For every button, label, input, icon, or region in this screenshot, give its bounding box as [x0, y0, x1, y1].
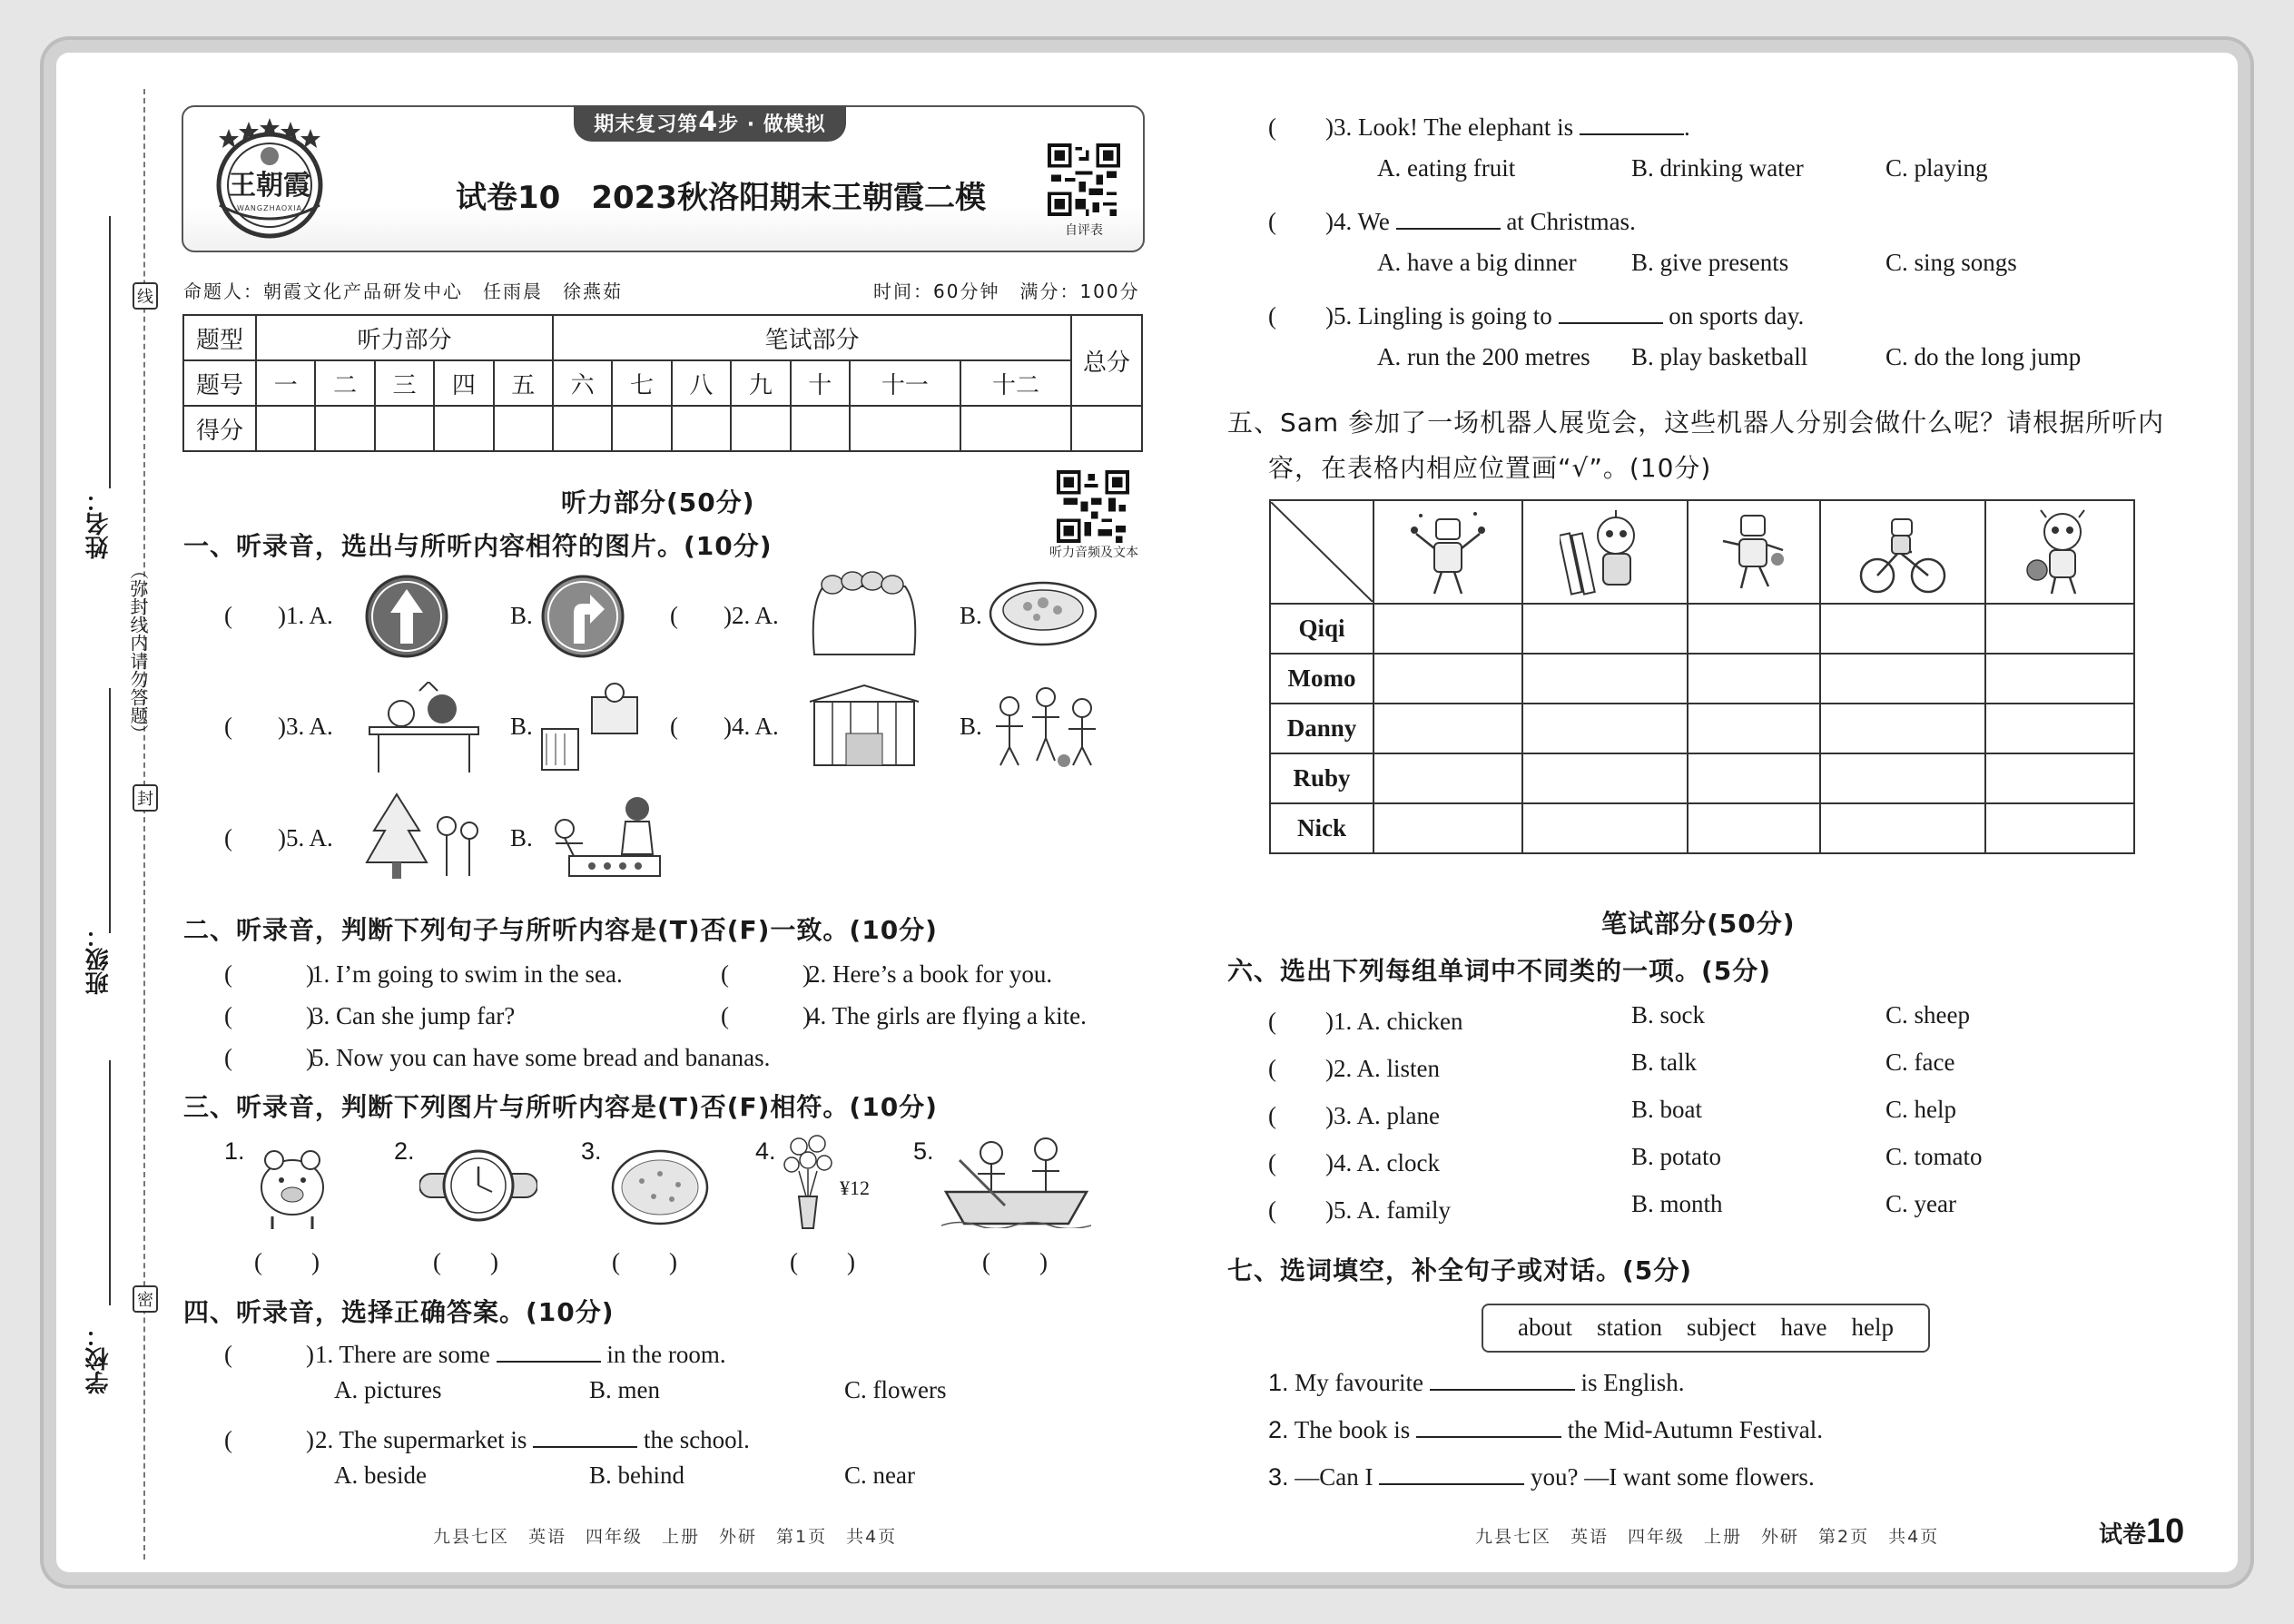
s3-num-4: 4.	[755, 1137, 776, 1165]
header-banner	[574, 105, 846, 142]
s4-q4-stem-a: 4. We	[1334, 208, 1390, 235]
name-label: 姓名：	[85, 488, 113, 559]
robot-row-name: Danny	[1270, 704, 1373, 753]
s1-q5	[224, 824, 333, 852]
s2-q2	[721, 954, 1052, 989]
score-number: 三	[375, 360, 434, 406]
s2-q5	[224, 1038, 770, 1073]
tick-cell[interactable]	[1688, 604, 1821, 654]
s3-answer-5[interactable]: ( )	[982, 1248, 1048, 1275]
score-type-label: 题型	[183, 315, 256, 360]
answer-paren-close: )	[278, 824, 286, 851]
authors: 命题人：朝霞文化产品研发中心 任雨晨 徐燕茹	[183, 281, 623, 302]
s1-q1	[224, 602, 333, 630]
s7-q2-stem-b: the Mid-Autumn Festival.	[1567, 1416, 1824, 1443]
score-got-label: 得分	[183, 406, 256, 451]
banner-suffix: 步 · 做模拟	[718, 113, 826, 136]
exam-title: 试卷10 2023秋洛阳期末王朝霞二模	[456, 180, 986, 216]
s1-q5-a-christmas-tree-kids[interactable]	[365, 790, 483, 894]
robot-row-name: Nick	[1270, 803, 1373, 853]
tick-cell[interactable]	[1373, 753, 1522, 803]
robot-jumping-icon	[1718, 507, 1790, 597]
s4-q5-opt-b[interactable]: B. play basketball	[1631, 343, 1808, 370]
qr-code-audio[interactable]	[1044, 470, 1144, 561]
answer-paren[interactable]: ( )	[224, 1044, 314, 1071]
s3-answer-1[interactable]: ( )	[254, 1248, 320, 1275]
score-cell[interactable]	[850, 406, 960, 451]
s4-q1-blank[interactable]	[497, 1341, 601, 1363]
answer-paren[interactable]: ( )	[1268, 1149, 1334, 1176]
tick-cell[interactable]	[1985, 704, 2134, 753]
s3-answer-3[interactable]: ( )	[612, 1248, 677, 1275]
score-cell[interactable]	[672, 406, 731, 451]
s4-q4-opt-b[interactable]: B. give presents	[1631, 249, 1789, 276]
s6-q2-opt-a[interactable]: 2. A. listen	[1334, 1055, 1441, 1082]
robot-col-3	[1688, 500, 1821, 604]
answer-paren-close: )	[278, 713, 286, 740]
s7-q1-stem-b: is English.	[1580, 1369, 1685, 1396]
logo-ring-text: WANGZHAOXIA	[236, 204, 303, 212]
score-cell[interactable]	[1071, 406, 1142, 451]
s7-q2	[1268, 1416, 1823, 1444]
score-table	[182, 314, 1143, 452]
answer-paren-close: )	[724, 713, 732, 740]
s6-q4-opt-a[interactable]: 4. A. clock	[1334, 1149, 1440, 1176]
s1-q2-b-label: B.	[960, 602, 982, 629]
s6-q2-opt-b[interactable]: B. talk	[1631, 1048, 1697, 1076]
s6-q5-opt-b[interactable]: B. month	[1631, 1190, 1723, 1217]
s4-q5-stem-b: on sports day.	[1669, 302, 1805, 330]
s2-q2-text: 2. Here’s a book for you.	[808, 960, 1053, 988]
s3-pic-pizza[interactable]	[610, 1147, 710, 1233]
answer-paren[interactable]: ( )	[1268, 302, 1334, 330]
s1-q1-b-turn-right-sign[interactable]	[539, 573, 626, 664]
publisher-logo	[202, 114, 338, 241]
robot-col-5	[1985, 500, 2134, 604]
score-number: 十二	[960, 360, 1071, 406]
s4-q2	[224, 1420, 750, 1455]
section-6-title: 六、选出下列每组单词中不同类的一项。(5分)	[1227, 956, 1772, 986]
class-line[interactable]	[109, 688, 111, 933]
writing-heading: 笔试部分(50分)	[1601, 909, 1796, 939]
s2-q3	[224, 996, 515, 1031]
tick-cell[interactable]	[1522, 604, 1688, 654]
score-number: 十	[791, 360, 850, 406]
answer-paren[interactable]: ( )	[224, 1002, 314, 1029]
score-listening-label: 听力部分	[256, 315, 553, 360]
seal-line	[143, 89, 145, 1560]
s4-q5-blank[interactable]	[1559, 302, 1663, 324]
s6-q4-opt-b[interactable]: B. potato	[1631, 1143, 1721, 1170]
s4-q1-opt-a[interactable]: A. pictures	[334, 1376, 442, 1403]
s1-q4-b-label: B.	[960, 713, 982, 740]
s1-q3-b-label: B.	[510, 713, 533, 740]
s4-q1-opt-c[interactable]: C. flowers	[844, 1376, 947, 1403]
answer-paren[interactable]: ( )	[1268, 1008, 1334, 1035]
header-box	[182, 105, 1145, 252]
section-4-title: 四、听录音，选择正确答案。(10分)	[183, 1297, 615, 1327]
s4-q3	[1268, 107, 1690, 143]
s4-q4-opt-a[interactable]: A. have a big dinner	[1377, 249, 1577, 276]
s4-q4-opt-c[interactable]: C. sing songs	[1885, 249, 2017, 276]
answer-paren[interactable]: ( )	[1268, 1055, 1334, 1082]
robot-dancing-icon	[1407, 507, 1489, 597]
s6-q3	[1268, 1096, 1440, 1131]
s1-q2	[670, 602, 779, 630]
banner-prefix: 期末复习第	[594, 113, 699, 136]
s6-q1-opt-a[interactable]: 1. A. chicken	[1334, 1008, 1463, 1035]
s6-q3-opt-a[interactable]: 3. A. plane	[1334, 1102, 1440, 1129]
score-cell[interactable]	[731, 406, 790, 451]
tick-cell[interactable]	[1688, 803, 1821, 853]
answer-paren[interactable]: ( )	[224, 1426, 314, 1453]
answer-paren[interactable]: (	[224, 713, 232, 740]
s7-q3-stem-a: —Can I	[1295, 1463, 1373, 1491]
robot-cycling-icon	[1857, 507, 1948, 597]
score-number: 七	[612, 360, 671, 406]
tick-cell[interactable]	[1522, 654, 1688, 704]
tick-cell[interactable]	[1373, 704, 1522, 753]
s1-q1-a-arrow-up-sign[interactable]	[363, 573, 450, 664]
s7-q1-blank[interactable]	[1430, 1369, 1575, 1391]
s6-q2-opt-c[interactable]: C. face	[1885, 1048, 1955, 1076]
tick-cell[interactable]	[1820, 704, 1985, 753]
listening-heading: 听力部分(50分)	[561, 487, 755, 517]
s1-q5-b-label: B.	[510, 824, 533, 851]
paper-number	[2099, 1512, 2184, 1551]
section-1-title: 一、听录音，选出与所听内容相符的图片。(10分)	[183, 531, 773, 561]
answer-paren[interactable]: ( )	[224, 960, 314, 988]
paper-label: 试卷	[2099, 1521, 2147, 1549]
s3-num-1: 1.	[224, 1137, 245, 1165]
s3-answer-4[interactable]: ( )	[790, 1248, 855, 1275]
s4-q4-blank[interactable]	[1396, 208, 1501, 230]
s3-pic-watch[interactable]	[419, 1147, 537, 1233]
answer-paren[interactable]: ( )	[721, 1002, 811, 1029]
tick-cell[interactable]	[1522, 704, 1688, 753]
tick-cell[interactable]	[1985, 604, 2134, 654]
answer-paren[interactable]: (	[670, 713, 678, 740]
s7-q3-stem-b: you? —I want some flowers.	[1531, 1463, 1815, 1491]
s7-q1	[1268, 1369, 1685, 1397]
score-cell[interactable]	[960, 406, 1071, 451]
paper-num: 10	[2146, 1512, 2185, 1550]
s3-num-3: 3.	[581, 1137, 602, 1165]
robot-table	[1269, 499, 2135, 854]
option-a-label: 1. A.	[286, 602, 333, 629]
banner-step: 4	[698, 106, 719, 138]
s4-q5-opt-a[interactable]: A. run the 200 metres	[1377, 343, 1590, 370]
name-line[interactable]	[109, 216, 111, 488]
s2-q3-text: 3. Can she jump far?	[311, 1002, 516, 1029]
s6-q4-opt-c[interactable]: C. tomato	[1885, 1143, 1983, 1170]
s4-q3-opt-b[interactable]: B. drinking water	[1631, 154, 1804, 182]
exam-sheet	[56, 53, 2238, 1572]
s1-q5-b-mother-child-baking[interactable]	[542, 792, 665, 892]
s3-pic-pig-toy[interactable]	[247, 1133, 338, 1237]
answer-paren[interactable]: (	[224, 824, 232, 851]
s4-q2-stem-b: the school.	[643, 1426, 750, 1453]
s1-q1-b-label: B.	[510, 602, 533, 629]
tick-cell[interactable]	[1688, 753, 1821, 803]
s4-q3-blank[interactable]	[1580, 113, 1684, 135]
s7-q3	[1268, 1463, 1815, 1491]
s1-q2-b-bowl-of-food[interactable]	[987, 577, 1100, 655]
s7-q2-blank[interactable]	[1416, 1416, 1561, 1438]
s4-q2-opt-c[interactable]: C. near	[844, 1462, 915, 1489]
score-cell[interactable]	[553, 406, 612, 451]
s7-q2-stem-a: The book is	[1294, 1416, 1411, 1443]
score-cell[interactable]	[256, 406, 315, 451]
answer-paren-close: )	[278, 602, 286, 629]
score-cell[interactable]	[612, 406, 671, 451]
s1-q4-b-kids-playing[interactable]	[987, 679, 1109, 779]
s6-q4	[1268, 1143, 1440, 1178]
s6-q5-opt-a[interactable]: 5. A. family	[1334, 1196, 1451, 1224]
s6-q3-opt-c[interactable]: C. help	[1885, 1096, 1956, 1123]
answer-paren[interactable]: ( )	[224, 1341, 314, 1368]
s4-q1-opt-b[interactable]: B. men	[589, 1376, 660, 1403]
s1-q4	[670, 713, 779, 741]
score-number: 六	[553, 360, 612, 406]
s4-q3-stem-a: 3. Look! The elephant is	[1334, 113, 1574, 141]
tick-cell[interactable]	[1688, 704, 1821, 753]
section-3-title: 三、听录音，判断下列图片与所听内容是(T)否(F)相符。(10分)	[183, 1092, 938, 1122]
tick-cell[interactable]	[1820, 803, 1985, 853]
s4-q3-opt-a[interactable]: A. eating fruit	[1377, 154, 1516, 182]
seal-mark-mi: 密	[133, 1285, 158, 1313]
answer-paren[interactable]: ( )	[1268, 1196, 1334, 1224]
s7-q2-num: 2.	[1268, 1416, 1289, 1443]
answer-paren[interactable]: (	[670, 602, 678, 629]
tick-cell[interactable]	[1985, 654, 2134, 704]
seal-mark-line: 线	[133, 282, 158, 310]
s3-num-5: 5.	[913, 1137, 934, 1165]
s7-q1-stem-a: My favourite	[1295, 1369, 1423, 1396]
answer-paren[interactable]: ( )	[721, 960, 811, 988]
s3-pic-flowers-vase[interactable]	[781, 1133, 835, 1237]
s1-q4-a-building-gate[interactable]	[805, 684, 923, 779]
score-cell[interactable]	[375, 406, 434, 451]
s4-q1-stem-b: in the room.	[606, 1341, 726, 1368]
table-corner	[1270, 500, 1373, 604]
logo-text: 王朝霞	[229, 170, 310, 202]
s3-pic-kids-in-boat[interactable]	[941, 1133, 1091, 1233]
footer-right: 九县七区 英语 四年级 上册 外研 第2页 共4页	[1475, 1527, 1940, 1547]
score-number: 一	[256, 360, 315, 406]
s4-q2-blank[interactable]	[533, 1426, 637, 1448]
s4-q1	[224, 1334, 726, 1370]
s4-q5-stem-a: 5. Lingling is going to	[1334, 302, 1552, 330]
section-5-title-line1: 五、Sam 参加了一场机器人展览会，这些机器人分别会做什么呢？请根据所听内	[1227, 408, 2165, 438]
seal-mark-feng: 封	[133, 784, 158, 812]
s4-q5-opt-c[interactable]: C. do the long jump	[1885, 343, 2082, 370]
tick-cell[interactable]	[1820, 654, 1985, 704]
tick-cell[interactable]	[1820, 753, 1985, 803]
s4-q2-opt-a[interactable]: A. beside	[334, 1462, 427, 1489]
robot-row-name: Momo	[1270, 654, 1373, 704]
score-number: 四	[434, 360, 493, 406]
tick-cell[interactable]	[1688, 654, 1821, 704]
option-a-label: 3. A.	[286, 713, 333, 740]
s4-q4	[1268, 202, 1636, 237]
s6-q1	[1268, 1001, 1462, 1037]
option-a-label: 4. A.	[732, 713, 779, 740]
score-cell[interactable]	[315, 406, 374, 451]
s1-q3-b-room-scene[interactable]	[537, 679, 646, 779]
s3-num-2: 2.	[394, 1137, 415, 1165]
s3-answer-2[interactable]: ( )	[433, 1248, 498, 1275]
tick-cell[interactable]	[1522, 803, 1688, 853]
option-a-label: 2. A.	[732, 602, 779, 629]
section-7-title: 七、选词填空，补全句子或对话。(5分)	[1227, 1255, 1693, 1285]
section-5-title-line2: 容，在表格内相应位置画“√”。(10分)	[1268, 453, 1712, 483]
s6-q5-opt-c[interactable]: C. year	[1885, 1190, 1956, 1217]
s6-q1-opt-b[interactable]: B. sock	[1631, 1001, 1705, 1029]
s6-q1-opt-c[interactable]: C. sheep	[1885, 1001, 1970, 1029]
robot-col-1	[1373, 500, 1522, 604]
word-bank: about station subject have help	[1482, 1304, 1930, 1353]
qr-code-self-eval[interactable]	[1048, 143, 1120, 239]
school-label: 学校：	[85, 1324, 113, 1394]
score-number: 八	[672, 360, 731, 406]
answer-paren[interactable]: ( )	[1268, 208, 1334, 235]
score-number: 二	[315, 360, 374, 406]
s2-q5-text: 5. Now you can have some bread and bananas.	[311, 1044, 771, 1071]
s1-q3	[224, 713, 333, 741]
robot-col-2	[1522, 500, 1688, 604]
score-number: 九	[731, 360, 790, 406]
tick-cell[interactable]	[1820, 604, 1985, 654]
robot-col-4	[1820, 500, 1985, 604]
score-number: 十一	[850, 360, 960, 406]
qr-caption-self-eval: 自评表	[1065, 223, 1103, 238]
s4-q1-stem-a: 1. There are some	[315, 1341, 490, 1368]
s2-q4	[721, 996, 1087, 1031]
robot-row-name: Ruby	[1270, 753, 1373, 803]
answer-paren[interactable]: ( )	[1268, 113, 1334, 141]
section-2-title: 二、听录音，判断下列句子与所听内容是(T)否(F)一致。(10分)	[183, 915, 938, 945]
s6-q2	[1268, 1048, 1440, 1084]
s2-q4-text: 4. The girls are flying a kite.	[808, 1002, 1087, 1029]
tick-cell[interactable]	[1373, 803, 1522, 853]
robot-ball-icon	[2019, 507, 2101, 597]
s4-q2-opt-b[interactable]: B. behind	[589, 1462, 684, 1489]
tick-cell[interactable]	[1985, 753, 2134, 803]
tick-cell[interactable]	[1373, 604, 1522, 654]
answer-paren[interactable]: ( )	[1268, 1102, 1334, 1129]
s4-q3-opt-c[interactable]: C. playing	[1885, 154, 1988, 182]
s2-q1	[224, 954, 623, 989]
s4-q2-stem-a: 2. The supermarket is	[315, 1426, 527, 1453]
option-a-label: 5. A.	[286, 824, 333, 851]
score-number-label: 题号	[183, 360, 256, 406]
score-cell[interactable]	[494, 406, 553, 451]
robot-row-name: Qiqi	[1270, 604, 1373, 654]
s6-q5	[1268, 1190, 1451, 1225]
answer-paren[interactable]: (	[224, 602, 232, 629]
s3-price-tag: ¥12	[840, 1176, 870, 1199]
score-total-label: 总分	[1071, 315, 1142, 406]
robot-reading-icon	[1560, 507, 1650, 597]
footer-left: 九县七区 英语 四年级 上册 外研 第1页 共4页	[433, 1527, 898, 1547]
s6-q3-opt-b[interactable]: B. boat	[1631, 1096, 1702, 1123]
tick-cell[interactable]	[1373, 654, 1522, 704]
score-number: 五	[494, 360, 553, 406]
score-cell[interactable]	[434, 406, 493, 451]
s1-q3-a-people-fixing[interactable]	[365, 682, 483, 782]
class-label: 班级：	[85, 924, 113, 995]
s4-q5	[1268, 296, 1804, 331]
time-and-score: 时间：60分钟 满分：100分	[873, 281, 1140, 302]
answer-paren-close: )	[724, 602, 732, 629]
s4-q4-stem-b: at Christmas.	[1506, 208, 1636, 235]
s1-q2-a-sack-of-eggs[interactable]	[805, 568, 923, 664]
tick-cell[interactable]	[1985, 803, 2134, 853]
school-line[interactable]	[109, 1060, 111, 1305]
tick-cell[interactable]	[1522, 753, 1688, 803]
s4-q3-stem-b: .	[1683, 113, 1690, 141]
s2-q1-text: 1. I’m going to swim in the sea.	[311, 960, 623, 988]
s7-q3-blank[interactable]	[1379, 1463, 1524, 1485]
score-writing-label: 笔试部分	[553, 315, 1071, 360]
s7-q3-num: 3.	[1268, 1463, 1289, 1491]
score-cell[interactable]	[791, 406, 850, 451]
qr-caption-audio: 听力音频及文本	[1049, 546, 1138, 560]
seal-warning: （弥封线内请勿答题）	[127, 561, 149, 743]
s7-q1-num: 1.	[1268, 1369, 1289, 1396]
